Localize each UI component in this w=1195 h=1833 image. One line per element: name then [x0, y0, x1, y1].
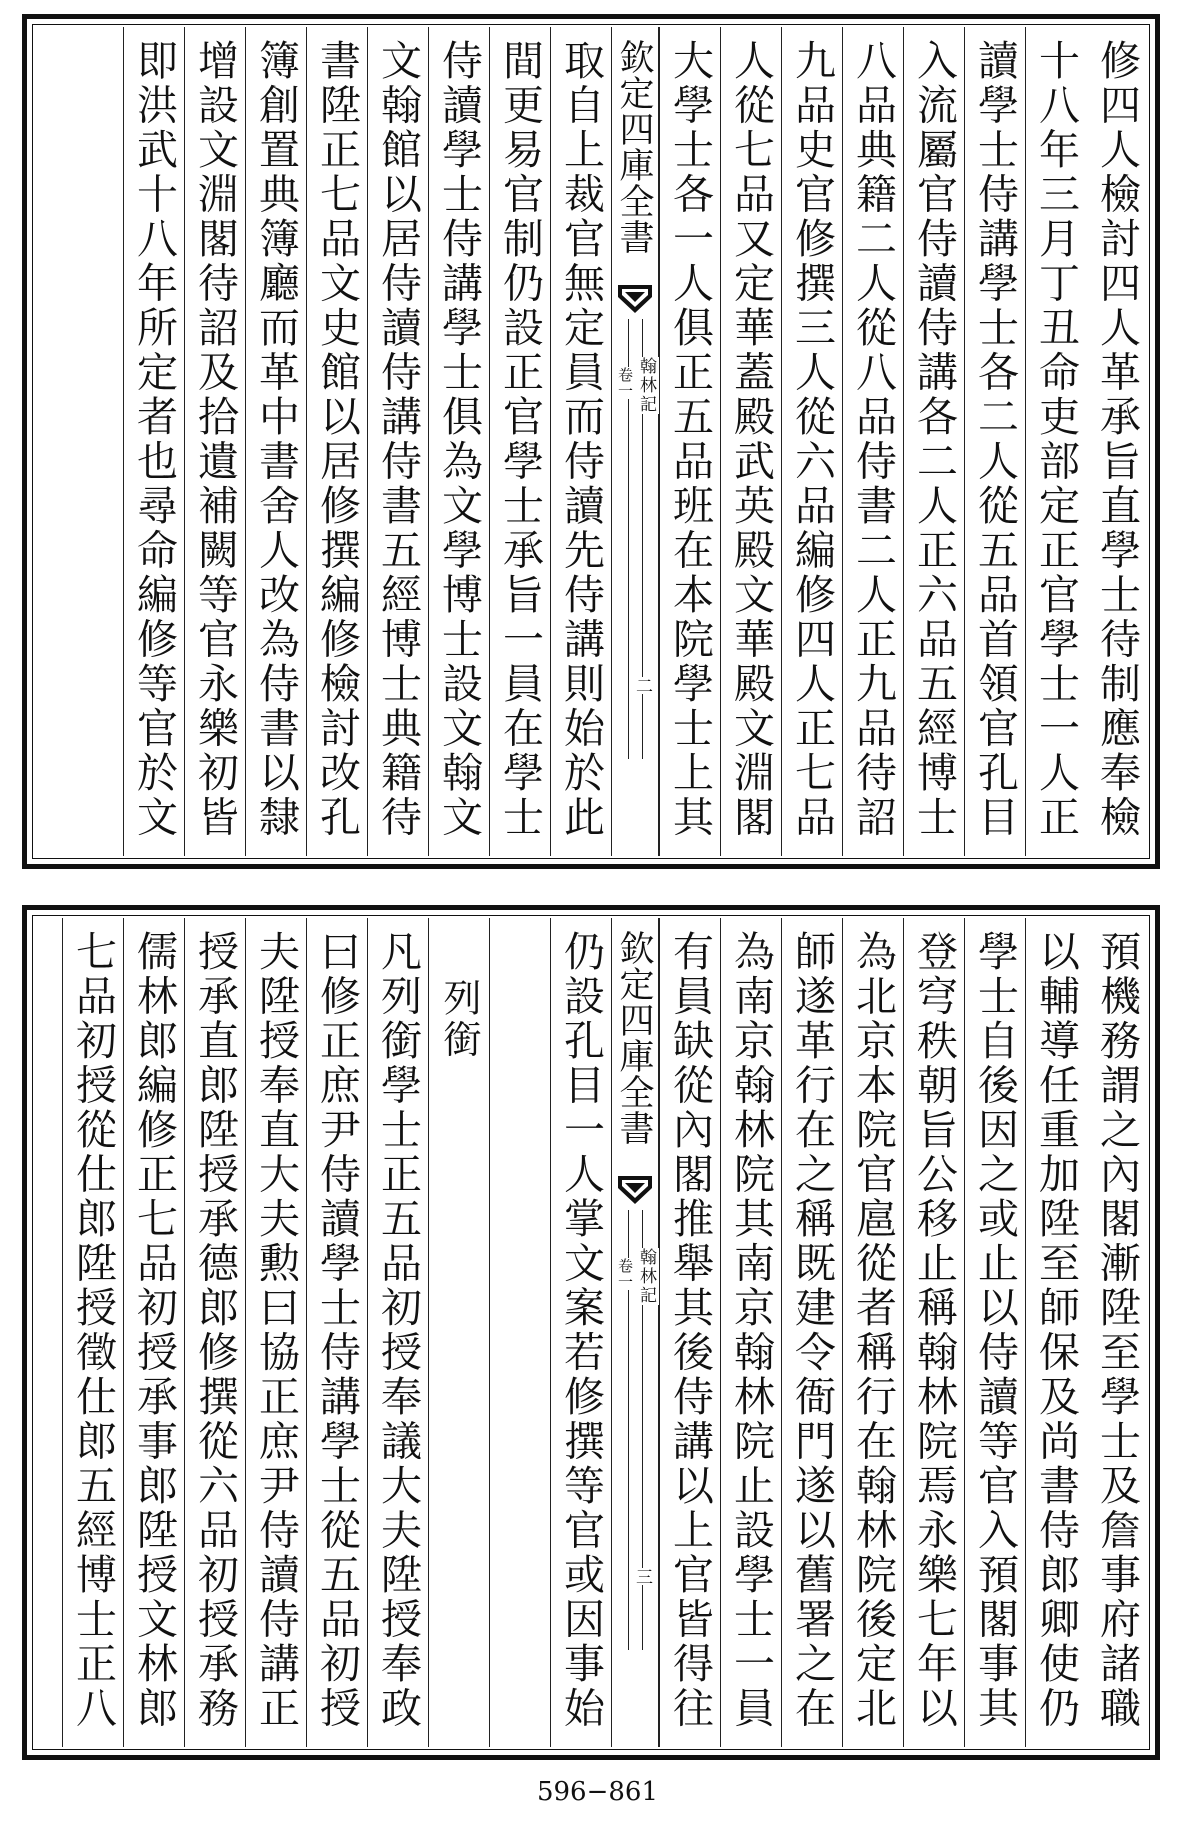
folio-number: 二: [630, 677, 655, 694]
text-column: 入流屬官侍讀侍講各二人正六品五經博士: [903, 27, 964, 856]
text-column: 為南京翰林院其南京翰林院止設學士一員: [720, 918, 781, 1747]
text-column: 十八年三月丁丑命吏部定正官學士一人正: [1025, 27, 1086, 856]
text-column: 七品初授從仕郎陞授徵仕郎五經博士正八: [62, 918, 123, 1747]
text-column: 授承直郎陞授承德郎修撰從六品初授承務: [184, 918, 245, 1747]
text-column: 八品典籍二人從八品侍書二人正九品待詔: [842, 27, 903, 856]
book-title: 翰林記: [634, 357, 659, 414]
text-column: 預機務謂之內閣漸陞至學士及詹事府諸職: [1093, 930, 1141, 1731]
text-column: 為北京本院官扈從者稱行在翰林院後定北: [842, 918, 903, 1747]
text-column: 夫陞授奉直大夫勲曰協正庶尹侍讀侍講正: [245, 918, 306, 1747]
folio-number: 三: [630, 1568, 655, 1585]
text-column: 取自上裁官無定員而侍讀先侍講則始於此: [550, 27, 611, 856]
text-column: 有員缺從內閣推舉其後侍講以上官皆得往: [659, 918, 720, 1747]
text-column: 登穹秩朝旨公移止稱翰林院焉永樂七年以: [903, 918, 964, 1747]
text-column: 修四人檢討四人革承旨直學士待制應奉檢: [1093, 39, 1141, 840]
text-column: 學士自後因之或止以侍讀等官入預閣事其: [964, 918, 1025, 1747]
text-column: 九品史官修撰三人從六品編修四人正七品: [781, 27, 842, 856]
top-page-columns: [35, 27, 1147, 856]
text-column: 師遂革行在之稱既建令衙門遂以舊署之在: [781, 918, 842, 1747]
series-title: 欽定四庫全書: [614, 930, 654, 1146]
text-column: 以輔導任重加陞至師保及尚書侍郎卿使仍: [1025, 918, 1086, 1747]
text-column: 文翰館以居侍讀侍講侍書五經博士典籍待: [367, 27, 428, 856]
text-column: 大學士各一人俱正五品班在本院學士上其: [659, 27, 720, 856]
text-column: 人從七品又定華蓋殿武英殿文華殿文淵閣: [720, 27, 781, 856]
book-title: 翰林記: [634, 1248, 659, 1305]
text-column: 仍設孔目一人掌文案若修撰等官或因事始: [550, 918, 611, 1747]
text-column: 簿創置典簿廳而革中書舍人改為侍書以隸: [245, 27, 306, 856]
top-page: [22, 14, 1160, 869]
text-column: 間更易官制仍設正官學士承旨一員在學士: [489, 27, 550, 856]
text-column: 曰修正庶尹侍讀學士侍講學士從五品初授: [306, 918, 367, 1747]
series-title: 欽定四庫全書: [614, 39, 654, 255]
fishtail-mark-icon: [618, 285, 652, 315]
page-number: 596−861: [536, 1777, 659, 1807]
blank-column: [489, 918, 550, 1747]
text-column: 侍讀學士侍講學士俱為文學博士設文翰文: [428, 27, 489, 856]
bottom-page: [22, 905, 1160, 1760]
volume-label: 卷一: [616, 1258, 634, 1290]
bottom-page-columns: [35, 918, 1147, 1747]
section-heading: 列銜: [428, 918, 489, 1747]
text-column: 讀學士侍講學士各二人從五品首領官孔目: [964, 27, 1025, 856]
center-fold: [611, 918, 659, 1747]
text-column: 即洪武十八年所定者也尋命編修等官於文: [123, 27, 184, 856]
volume-label: 卷一: [616, 367, 634, 399]
text-column: 凡列銜學士正五品初授奉議大夫陞授奉政: [367, 918, 428, 1747]
fishtail-mark-icon: [618, 1176, 652, 1206]
center-fold: [611, 27, 659, 856]
text-column: 增設文淵閣待詔及拾遺補闕等官永樂初皆: [184, 27, 245, 856]
text-column: 書陞正七品文史館以居修撰編修檢討改孔: [306, 27, 367, 856]
text-column: 儒林郎編修正七品初授承事郎陞授文林郎: [123, 918, 184, 1747]
